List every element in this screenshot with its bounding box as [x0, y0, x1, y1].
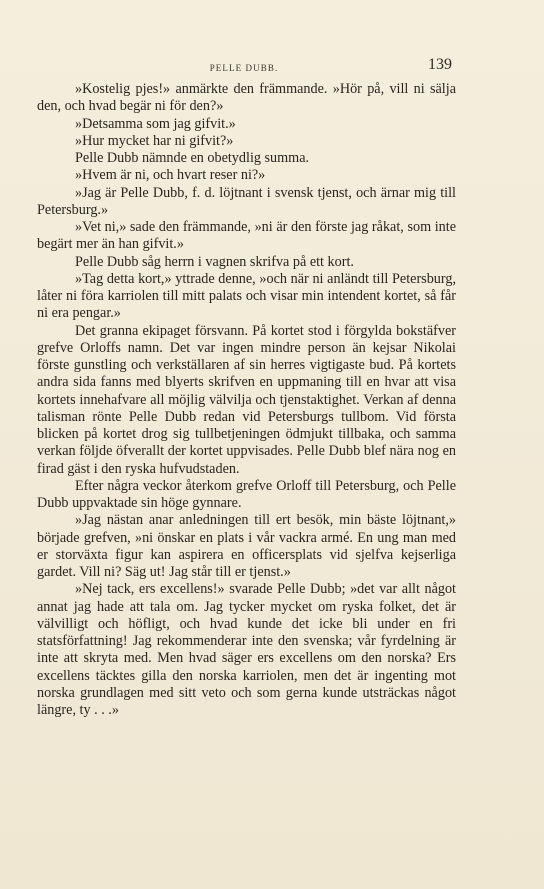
- paragraph-2: »Detsamma som jag gifvit.»: [75, 115, 236, 132]
- paragraph-10: Det granna ekipaget försvann. På kortet stod i förgylda bokstäfver grefve Orloffs namn. Det var ingen mindre person än kejsar Nikolai förste gunstling och verkställaren af sin herres vigtigaste bud. På kortets andra sida fanns med blyerts skrifven en uppmaning till en hvar att visa kortets innehafvare all möjlig välvilja och tjenstaktighet. Verkan af denna talisman rönte Pelle Dubb redan vid Petersburgs tullbom. Vid första blicken på kortet drog sig tullbetjeningen ödmjukt tillbaka, och samma verkan följde öfverallt der kortet uppvisades. Pelle Dubb blef nära nog en firad gäst i den ryska hufvudstaden.: [37, 322, 456, 477]
- running-head: [36, 56, 452, 80]
- paragraph-11: Efter några veckor återkom grefve Orloff till Petersburg, och Pelle Dubb uppvaktade sin höge gynnare.: [37, 477, 456, 511]
- paragraph-12: »Jag nästan anar anledningen till ert besök, min bäste löjtnant,» började grefven, »ni önskar en plats i vår vackra armé. En ung man med er storväxta figur kan aspirera en officersplats vid sjelfva kejserliga gardet. Vill ni? Säg ut! Jag står till er tjenst.»: [37, 512, 456, 580]
- body-text: [37, 81, 456, 719]
- paragraph-9: »Tag detta kort,» yttrade denne, »och när ni anländt till Petersburg, låter ni föra karriolen till mitt palats och visar min intendent kortet, så får ni era pengar.»: [37, 270, 456, 322]
- paragraph-3: »Hur mycket har ni gifvit?»: [75, 132, 234, 149]
- paragraph-6: »Jag är Pelle Dubb, f. d. löjtnant i svensk tjenst, och ärnar mig till Petersburg.»: [37, 184, 456, 218]
- paragraph-1: »Kostelig pjes!» anmärkte den främmande. »Hör på, vill ni sälja den, och hvad begär ni för den?»: [37, 81, 456, 115]
- paragraph-8: Pelle Dubb såg herrn i vagnen skrifva på ett kort.: [75, 253, 354, 270]
- paragraph-5: »Hvem är ni, och hvart reser ni?»: [75, 167, 266, 184]
- page-number: 139: [428, 56, 452, 73]
- paragraph-13: »Nej tack, ers excellens!» svarade Pelle Dubb; »det var allt något annat jag hade att tala om. Jag tycker mycket om ryska folket, det är välvilligt och höfligt, och hvad kunde det icke bli under en fri statsförfattning! Jag rekommenderar inte den svenska; vår fyrdelning är inte att skryta med. Men hvad säger ers excellens om den norska? Ers excellens täcktes gilla den norska karriolen, men det är ingenting mot norska grundlagen med sitt veto och som gerna kunde utsträckas något längre, ty . . .»: [37, 581, 456, 718]
- paragraph-4: Pelle Dubb nämnde en obetydlig summa.: [75, 150, 310, 166]
- running-title: PELLE DUBB.: [209, 63, 279, 73]
- paragraph-7: »Vet ni,» sade den främmande, »ni är den förste jag råkat, som inte begärt mer än han gifvit.»: [37, 219, 456, 253]
